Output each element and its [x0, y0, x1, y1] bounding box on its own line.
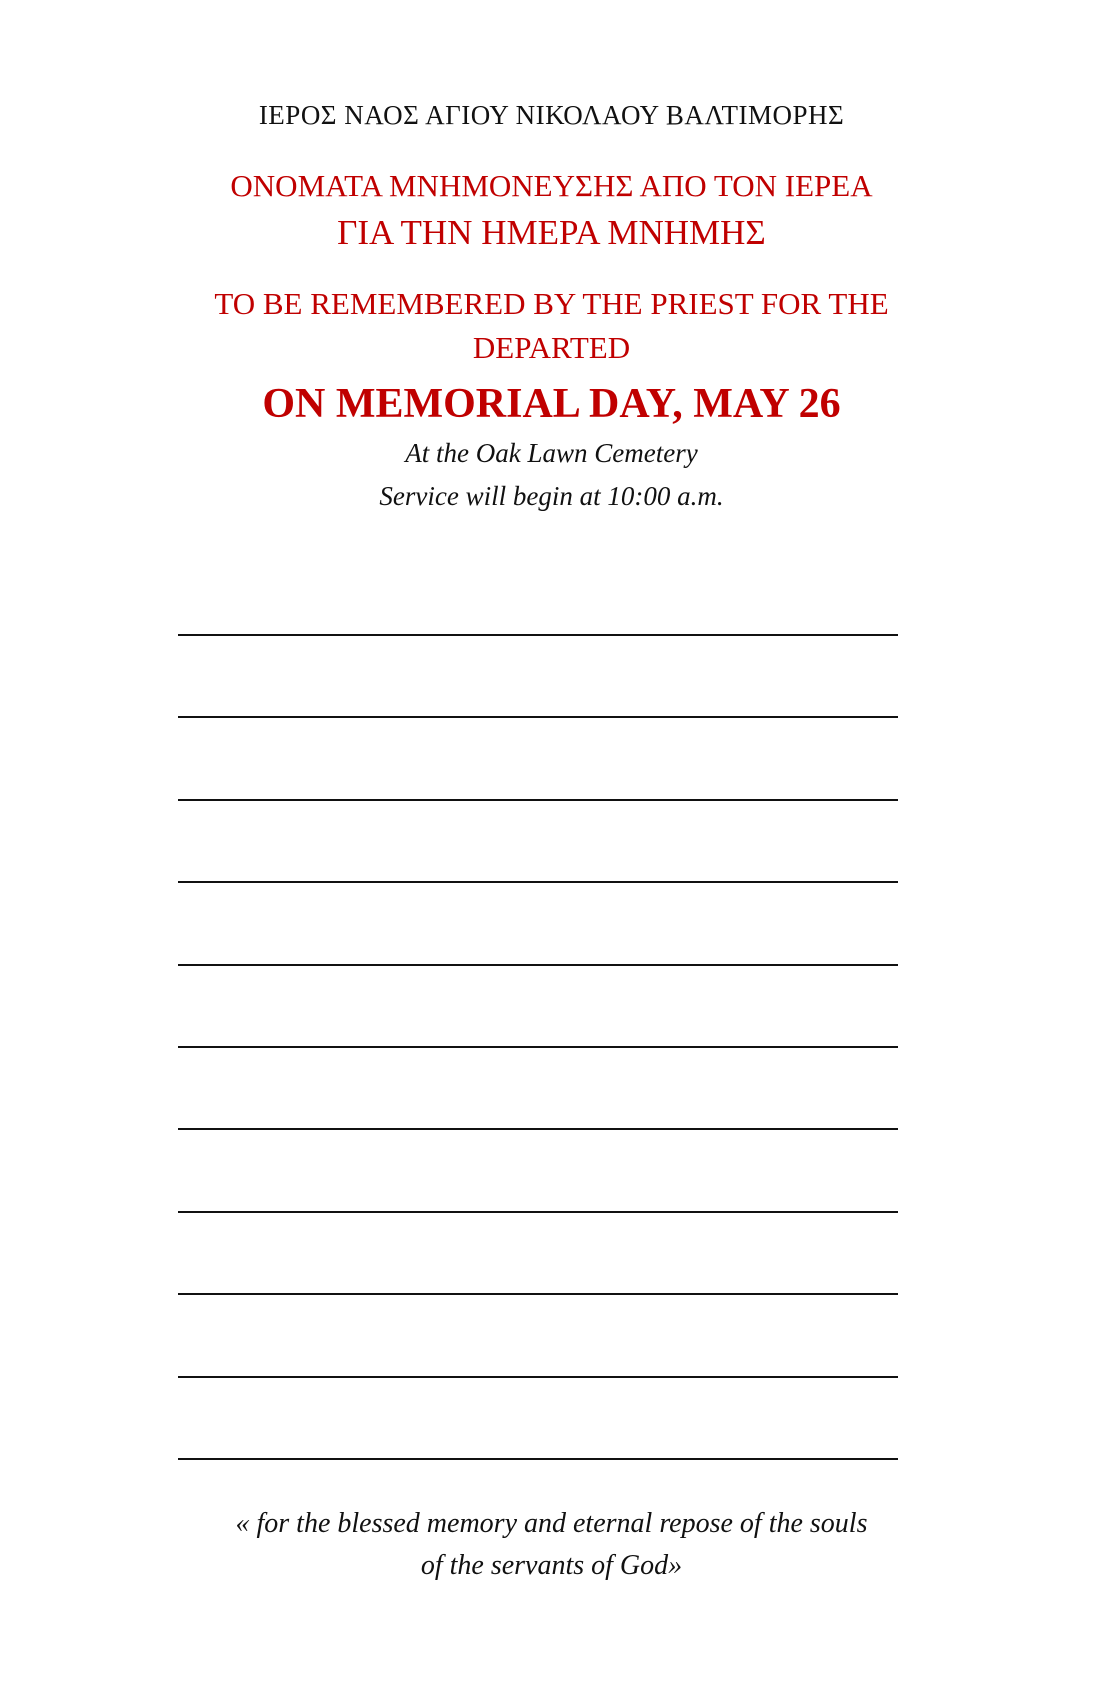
name-line — [178, 964, 898, 966]
closing-verse-line-2: of the servants of God» — [420, 1550, 683, 1581]
name-line — [178, 1458, 898, 1460]
name-line — [178, 634, 898, 636]
greek-title-line-2: ΓΙΑ ΤΗΝ ΗΜΕΡΑ ΜΝΗΜΗΣ — [337, 213, 766, 252]
memorial-day-heading: ON MEMORIAL DAY, MAY 26 — [262, 381, 841, 427]
name-line — [178, 1293, 898, 1295]
closing-verse-line-1: « for the blessed memory and eternal repose of the souls — [235, 1508, 868, 1539]
name-line — [178, 1046, 898, 1048]
service-time: Service will begin at 10:00 a.m. — [379, 481, 724, 511]
church-name: ΙΕΡΟΣ ΝΑΟΣ ΑΓΙΟΥ ΝΙΚΟΛΑΟΥ ΒΑΛΤΙΜΟΡΗΣ — [258, 100, 845, 130]
english-title-line-1: TO BE REMEMBERED BY THE PRIEST FOR THE — [214, 286, 889, 321]
name-writing-lines — [178, 0, 898, 1701]
name-line — [178, 799, 898, 801]
english-title-line-2: DEPARTED — [472, 330, 631, 365]
name-line — [178, 1376, 898, 1378]
name-line — [178, 1211, 898, 1213]
name-line — [178, 1128, 898, 1130]
name-line — [178, 881, 898, 883]
greek-title-line-1: ΟΝΟΜΑΤΑ ΜΝΗΜΟΝΕΥΣΗΣ ΑΠΟ ΤΟΝ ΙΕΡΕΑ — [230, 168, 873, 203]
name-line — [178, 716, 898, 718]
cemetery-location: At the Oak Lawn Cemetery — [405, 438, 698, 468]
